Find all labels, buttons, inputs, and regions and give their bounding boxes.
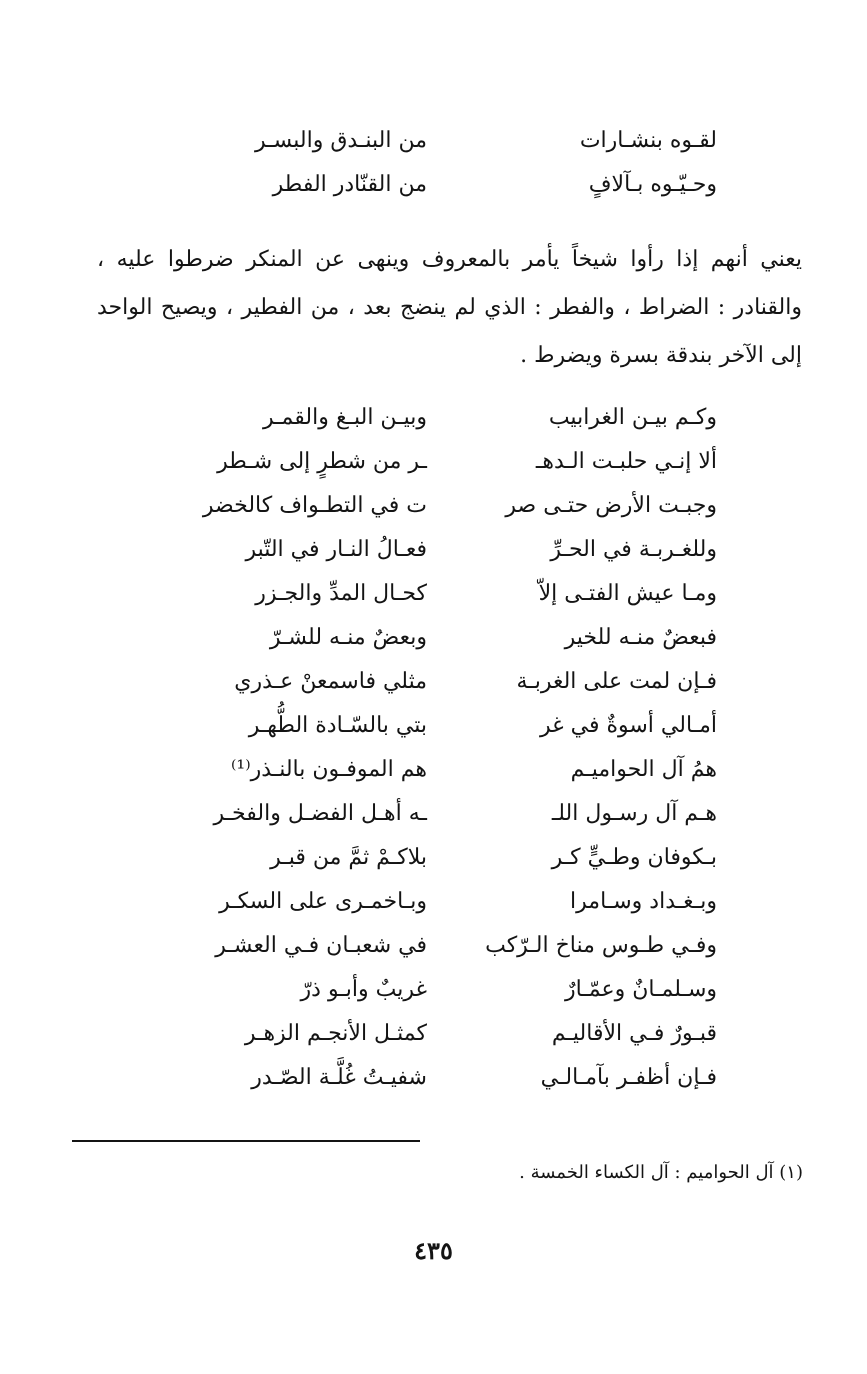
hemistich-second: من القنّادر الفطر <box>272 172 427 197</box>
hemistich-first: فـإن لمت على الغربـة <box>516 669 717 694</box>
hemistich-first: فبعضٌ منـه للخير <box>564 625 717 650</box>
verse <box>187 581 717 625</box>
verse <box>187 713 717 757</box>
hemistich-first: ألا إنـي حلبـت الـدهـ <box>535 449 717 474</box>
verse <box>187 1065 717 1109</box>
verse <box>187 493 717 537</box>
hemistich-first: وللغـربـة في الحـرِّ <box>550 537 717 562</box>
hemistich-second: من البنـدق والبسـر <box>255 128 427 153</box>
hemistich-first: قبـورٌ فـي الأقاليـم <box>551 1021 717 1046</box>
hemistich-first: وجبـت الأرض حتـى صر <box>505 493 717 518</box>
verse <box>187 933 717 977</box>
verse <box>187 405 717 449</box>
footnote: (١) آل الحواميم : آل الكساء الخمسة . <box>519 1162 803 1183</box>
verse <box>187 172 717 216</box>
hemistich-second: بتي بالسّـادة الطُّهـر <box>248 713 427 738</box>
hemistich-second: وبعضٌ منـه للشـرّ <box>269 625 427 650</box>
poem-main <box>187 405 717 1109</box>
verse <box>187 757 717 801</box>
poem-top <box>187 128 717 216</box>
hemistich-first: هـم آل رسـول اللـ <box>551 801 717 826</box>
hemistich-second: كمثـل الأنجـم الزهـر <box>244 1021 427 1046</box>
hemistich-first: همُ آل الحواميـم <box>570 757 717 782</box>
hemistich-first: لقـوه بنشـارات <box>579 128 717 153</box>
page-number: ٤٣٥ <box>414 1236 453 1265</box>
hemistich-second: ت في التطـواف كالخضر <box>202 493 427 518</box>
hemistich-second: ـه أهـل الفضـل والفخـر <box>213 801 427 826</box>
hemistich-first: أمـالي أسوةٌ في غر <box>540 713 717 738</box>
hemistich-first: وسـلمـانٌ وعمّـارٌ <box>564 977 717 1002</box>
verse <box>187 889 717 933</box>
verse <box>187 845 717 889</box>
verse <box>187 128 717 172</box>
verse <box>187 669 717 713</box>
verse <box>187 801 717 845</box>
hemistich-second: غريبٌ وأبـو ذرّ <box>300 977 427 1002</box>
verse <box>187 977 717 1021</box>
hemistich-second: شفيـتُ غُلَّـة الصّـدر <box>251 1065 427 1090</box>
hemistich-second: وبيـن البـغ والقمـر <box>262 405 427 430</box>
verse <box>187 625 717 669</box>
verse <box>187 1021 717 1065</box>
hemistich-first: وحـيّـوه بـآلافٍ <box>588 172 717 197</box>
hemistich-second: بلاكـمْ ثمَّ من قبـر <box>270 845 427 870</box>
footnote-divider <box>72 1140 420 1142</box>
hemistich-second: كحـال المدِّ والجـزر <box>255 581 427 606</box>
hemistich-second: هم الموفـون بالنـذر⁽¹⁾ <box>230 757 427 782</box>
hemistich-first: وفـي طـوس مناخ الـرّكب <box>485 933 717 958</box>
verse <box>187 449 717 493</box>
hemistich-second: فعـالُ النـار في التّبر <box>245 537 427 562</box>
hemistich-second: مثلي فاسمعنْ عـذري <box>234 669 427 694</box>
hemistich-second: وبـاخمـرى على السكـر <box>219 889 427 914</box>
hemistich-first: بـكوفان وطـيٍّ كـر <box>551 845 717 870</box>
hemistich-second: ـر من شطرٍ إلى شـطر <box>217 449 427 474</box>
hemistich-first: وكـم بيـن الغرابيب <box>548 405 717 430</box>
commentary-paragraph: يعني أنهم إذا رأوا شيخاً يأمر بالمعروف وينهى عن المنكر ضرطوا عليه ، والقنادر : الضراط ، والفطر : الذي لم ينضج بعد ، من الفطير ، ويصيح الواحد إلى الآخر بندقة بسرة ويضرط . <box>97 247 802 368</box>
verse <box>187 537 717 581</box>
hemistich-second: في شعبـان فـي العشـر <box>215 933 427 958</box>
hemistich-first: وبـغـداد وسـامرا <box>570 889 717 914</box>
hemistich-first: فـإن أظفـر بآمـالـي <box>540 1065 717 1090</box>
hemistich-first: ومـا عيش الفتـى إلاّ <box>538 581 717 606</box>
